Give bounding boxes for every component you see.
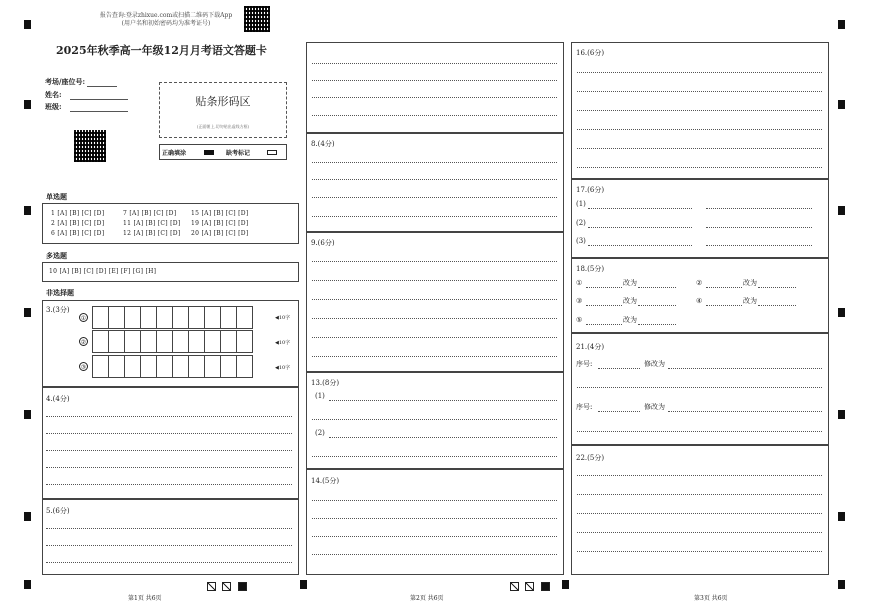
- answer-line: [588, 208, 692, 209]
- answer-line: [758, 287, 796, 288]
- field-name[interactable]: [45, 90, 128, 100]
- answer-line: [588, 245, 692, 246]
- q9-panel[interactable]: [306, 232, 564, 372]
- single-choice-item[interactable]: 6 [A] [B] [C] [D]: [51, 230, 105, 237]
- q3-row3-marker: ③: [80, 364, 87, 371]
- q16-label: 16.(6分): [576, 49, 605, 57]
- answer-line: [706, 227, 812, 228]
- barcode-label: 贴条形码区: [195, 95, 251, 108]
- section-multi-choice: 多选题: [46, 251, 67, 260]
- footer-page1: 第1页 共6页: [128, 595, 162, 602]
- answer-line: [312, 280, 557, 281]
- field-name-label: 姓名:: [45, 90, 62, 99]
- single-choice-item[interactable]: 2 [A] [B] [C] [D]: [51, 220, 105, 227]
- timing-mark: [24, 100, 31, 109]
- answer-line: [706, 245, 812, 246]
- q17-item1-label: (1): [576, 200, 586, 208]
- answer-line: [588, 227, 692, 228]
- answer-line: [312, 356, 557, 357]
- answer-line: [598, 368, 640, 369]
- q7-continued-panel[interactable]: [306, 42, 564, 133]
- q3-row3-limit: ◀10字: [275, 365, 291, 371]
- single-choice-item[interactable]: 1 [A] [B] [C] [D]: [51, 210, 105, 217]
- timing-mark: [562, 580, 569, 589]
- page-code-mark: [525, 582, 534, 591]
- q13-part2-label: (2): [315, 429, 325, 437]
- answer-line: [312, 197, 557, 198]
- q3-grid-row3[interactable]: [93, 355, 253, 378]
- q18-item1-marker: ①: [576, 279, 583, 287]
- page-code-mark: [222, 582, 231, 591]
- answer-line: [312, 162, 557, 163]
- multi-choice-panel: [42, 262, 299, 282]
- timing-mark: [838, 308, 845, 317]
- q21-label: 21.(4分): [576, 343, 605, 351]
- answer-line: [329, 400, 557, 401]
- q17-panel[interactable]: [571, 179, 829, 258]
- answer-line: [312, 554, 557, 555]
- q3-panel: [42, 300, 299, 387]
- q18-item4-marker: ④: [696, 297, 703, 305]
- filled-mark-icon: [204, 150, 214, 155]
- q18-item1-change: 改为: [623, 279, 637, 287]
- q13-part1-label: (1): [315, 392, 325, 400]
- q5-panel[interactable]: [42, 499, 299, 575]
- single-choice-item[interactable]: 15 [A] [B] [C] [D]: [191, 210, 249, 217]
- answer-line: [312, 179, 557, 180]
- field-class-line: [70, 103, 128, 112]
- answer-line: [577, 110, 822, 111]
- single-choice-item[interactable]: 19 [A] [B] [C] [D]: [191, 220, 249, 227]
- q3-label: 3.(3分): [46, 306, 70, 314]
- q22-panel[interactable]: [571, 445, 829, 575]
- q3-row1-limit: ◀10字: [275, 315, 291, 321]
- report-note-line1: 报告查询:登录zhixue.com或扫描二维码下载App: [99, 12, 233, 19]
- barcode-hint: (正面朝上,切勿贴出虚线方框): [196, 124, 250, 129]
- answer-line: [577, 431, 822, 432]
- page-code-mark: [510, 582, 519, 591]
- answer-line: [312, 318, 557, 319]
- q21-seq1-label: 序号:: [576, 360, 593, 368]
- qr-code-icon: [244, 6, 270, 32]
- timing-mark: [24, 20, 31, 29]
- answer-line: [586, 287, 622, 288]
- fill-legend-correct: 正确填涂: [162, 150, 187, 157]
- timing-mark: [838, 410, 845, 419]
- q18-item3-change: 改为: [623, 297, 637, 305]
- fill-legend-absent: 缺考标记: [226, 150, 251, 157]
- q21-seq2-label: 序号:: [576, 403, 593, 411]
- answer-line: [638, 324, 676, 325]
- report-note-line2: (用户名和初始密码均为准考证号): [121, 20, 211, 27]
- q14-panel[interactable]: [306, 469, 564, 575]
- timing-mark: [838, 206, 845, 215]
- q8-label: 8.(4分): [311, 140, 335, 148]
- q18-label: 18.(5分): [576, 265, 605, 273]
- answer-line: [312, 500, 557, 501]
- answer-line: [586, 324, 622, 325]
- q21-change1-label: 修改为: [644, 360, 665, 368]
- answer-line: [46, 545, 292, 546]
- timing-mark: [24, 512, 31, 521]
- q18-item2-change: 改为: [743, 279, 757, 287]
- single-choice-item[interactable]: 11 [A] [B] [C] [D]: [123, 220, 181, 227]
- timing-mark: [838, 100, 845, 109]
- q16-panel[interactable]: [571, 42, 829, 179]
- barcode-area: [159, 82, 287, 138]
- answer-line: [586, 305, 622, 306]
- q13-panel[interactable]: [306, 372, 564, 469]
- answer-line: [577, 494, 822, 495]
- answer-line: [312, 518, 557, 519]
- answer-line: [577, 91, 822, 92]
- timing-mark: [24, 580, 31, 589]
- answer-line: [46, 562, 292, 563]
- answer-line: [577, 513, 822, 514]
- answer-line: [46, 528, 292, 529]
- answer-line: [577, 551, 822, 552]
- q13-label: 13.(8分): [311, 379, 340, 387]
- timing-mark: [24, 308, 31, 317]
- student-qr-icon: [74, 130, 106, 162]
- footer-page2: 第2页 共6页: [410, 595, 444, 602]
- page-title: 2025年秋季高一年级12月月考语文答题卡: [56, 44, 267, 57]
- q18-item4-change: 改为: [743, 297, 757, 305]
- answer-line: [312, 456, 557, 457]
- timing-mark: [838, 20, 845, 29]
- q21-change2-label: 修改为: [644, 403, 665, 411]
- single-choice-item[interactable]: 7 [A] [B] [C] [D]: [123, 210, 177, 217]
- answer-line: [577, 475, 822, 476]
- answer-line: [312, 115, 557, 116]
- page-code-mark: [207, 582, 216, 591]
- q3-grid-row2[interactable]: [93, 330, 253, 353]
- answer-line: [46, 433, 292, 434]
- field-class-label: 班级:: [45, 102, 62, 111]
- q21-panel[interactable]: [571, 333, 829, 445]
- q18-item5-change: 改为: [623, 316, 637, 324]
- q8-panel[interactable]: [306, 133, 564, 232]
- fill-legend: [159, 144, 287, 160]
- field-class[interactable]: [45, 102, 128, 112]
- answer-line: [577, 167, 822, 168]
- q9-label: 9.(6分): [311, 239, 335, 247]
- single-choice-item[interactable]: 20 [A] [B] [C] [D]: [191, 230, 249, 237]
- q5-label: 5.(6分): [46, 507, 70, 515]
- q3-grid-row1[interactable]: [93, 306, 253, 329]
- answer-line: [46, 484, 292, 485]
- answer-line: [46, 467, 292, 468]
- field-room[interactable]: [45, 77, 117, 87]
- timing-mark: [24, 206, 31, 215]
- answer-line: [312, 63, 557, 64]
- q17-item2-label: (2): [576, 219, 586, 227]
- answer-line: [329, 437, 557, 438]
- answer-line: [312, 299, 557, 300]
- answer-line: [577, 532, 822, 533]
- footer-page3: 第3页 共6页: [694, 595, 728, 602]
- q14-label: 14.(5分): [311, 477, 340, 485]
- section-single-choice: 单选题: [46, 192, 67, 201]
- answer-line: [638, 305, 676, 306]
- answer-line: [758, 305, 796, 306]
- q4-label: 4.(4分): [46, 395, 70, 403]
- answer-line: [577, 129, 822, 130]
- q22-label: 22.(5分): [576, 454, 605, 462]
- answer-line: [312, 261, 557, 262]
- single-choice-item[interactable]: 12 [A] [B] [C] [D]: [123, 230, 181, 237]
- answer-line: [312, 337, 557, 338]
- answer-line: [577, 72, 822, 73]
- timing-mark: [24, 410, 31, 419]
- timing-mark: [838, 512, 845, 521]
- answer-line: [312, 419, 557, 420]
- answer-line: [706, 305, 742, 306]
- report-note: [86, 12, 246, 28]
- answer-line: [46, 450, 292, 451]
- q18-panel[interactable]: [571, 258, 829, 333]
- q3-row2-marker: ②: [80, 339, 87, 346]
- answer-line: [706, 287, 742, 288]
- answer-line: [312, 97, 557, 98]
- section-non-choice: 非选择题: [46, 288, 74, 297]
- q18-item2-marker: ②: [696, 279, 703, 287]
- q17-label: 17.(6分): [576, 186, 605, 194]
- answer-line: [312, 536, 557, 537]
- answer-line: [706, 208, 812, 209]
- answer-line: [577, 148, 822, 149]
- answer-line: [598, 411, 640, 412]
- page-code-mark: [238, 582, 247, 591]
- page-code-mark: [541, 582, 550, 591]
- answer-line: [312, 216, 557, 217]
- field-room-line: [87, 78, 117, 87]
- absent-box[interactable]: [267, 150, 277, 155]
- q18-item5-marker: ⑤: [576, 316, 583, 324]
- field-name-line: [70, 91, 128, 100]
- multi-choice-row-10[interactable]: 10 [A] [B] [C] [D] [E] [F] [G] [H]: [49, 268, 157, 275]
- answer-line: [577, 387, 822, 388]
- q17-item3-label: (3): [576, 237, 586, 245]
- timing-mark: [300, 580, 307, 589]
- answer-line: [668, 368, 822, 369]
- field-room-label: 考场/座位号:: [45, 77, 86, 86]
- q3-row2-limit: ◀10字: [275, 340, 291, 346]
- q4-panel[interactable]: [42, 387, 299, 499]
- answer-line: [46, 416, 292, 417]
- q3-row1-marker: ①: [80, 315, 87, 322]
- q18-item3-marker: ③: [576, 297, 583, 305]
- answer-line: [668, 411, 822, 412]
- answer-line: [638, 287, 676, 288]
- answer-line: [312, 80, 557, 81]
- single-choice-panel: [42, 203, 299, 244]
- timing-mark: [838, 580, 845, 589]
